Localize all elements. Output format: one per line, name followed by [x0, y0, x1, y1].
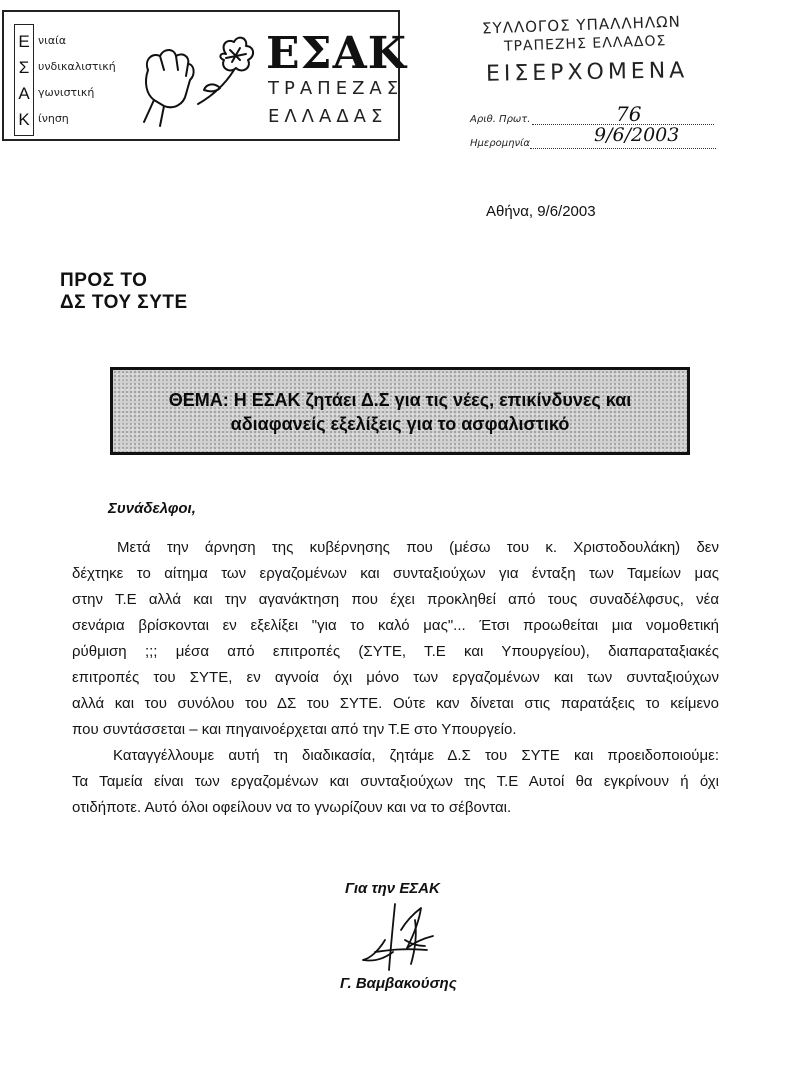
acronym-word: υνδικαλιστική: [38, 60, 116, 73]
paragraph-1-line: δέχτηκε το αίτημα των εργαζομένων και συνταξιούχων για ένταξη των Ταμείων μας: [72, 565, 719, 582]
signer-name: Γ. Βαμβακούσης: [340, 975, 457, 992]
logo-wordmark: ΕΣΑΚ: [266, 28, 408, 79]
closing-line: Για την ΕΣΑΚ: [345, 880, 440, 897]
subject-line-1: ΘΕΜΑ: Η ΕΣΑΚ ζητάει Δ.Σ για τις νέες, επικίνδυνες και: [168, 390, 632, 410]
logo-subtitle-greece: ΕΛΛΑΔΑΣ: [268, 106, 388, 127]
paragraph-1-line: στην Τ.Ε αλλά και την αγανάκτηση που έχει προκληθεί από τους συναδέλφσυς, νέα: [72, 591, 719, 608]
paragraph-1-line: ρύθμιση ;;; μέσα από επιτροπές (ΣΥΤΕ, Τ.Ε και Υπουργείου), διαπαραταξιακές: [72, 643, 719, 660]
acronym-column: [14, 24, 34, 136]
acronym-letter: Α: [18, 84, 30, 103]
stamp-date-rule: [530, 148, 716, 149]
acronym-letter: Ε: [18, 32, 30, 51]
paragraph-1-line: Μετά την άρνηση της κυβέρνησης που (μέσω του κ. Χριστοδουλάκη) δεν: [117, 539, 719, 556]
paragraph-2-line: οτιδήποτε. Αυτό όλοι οφείλουν να το γνωρίζουν και να το σέβονται.: [72, 799, 512, 816]
recipient-line-2: ΔΣ ΤΟΥ ΣΥΤΕ: [60, 292, 188, 313]
stamp-incoming-label: ΕΙΣΕΡΧΟΜΕΝΑ: [485, 58, 689, 87]
stamp-date-label: Ημερομηνία: [470, 138, 531, 149]
acronym-word: γωνιστική: [38, 86, 95, 99]
stamp-protocol-number: 76: [616, 102, 642, 126]
incoming-stamp: [470, 12, 720, 156]
fist-and-carnation-logo-icon: [134, 30, 264, 130]
greeting: Συνάδελφοι,: [108, 500, 196, 517]
subject-box: [110, 367, 690, 455]
letter-date: Αθήνα, 9/6/2003: [486, 203, 596, 220]
logo-subtitle-bank: ΤΡΑΠΕΖΑΣ: [268, 78, 404, 99]
acronym-word: ίνηση: [38, 112, 69, 125]
paragraph-1-line: αλλά και του συνόλου του ΔΣ του ΣΥΤΕ. Ούτε καν δίνεται στις παρατάξεις το κείμενο: [72, 695, 719, 712]
stamp-org-line-1: ΣΥΛΛΟΓΟΣ ΥΠΑΛΛΗΛΩΝ: [481, 12, 682, 38]
paragraph-1-line: σενάρια βρίσκονται εν εξελίξει "για το καλό μας"... Έτσι προωθείται μια νομοθετική: [72, 617, 719, 634]
paragraph-2-line: Τα Ταμεία είναι των εργαζομένων και συνταξιούχων της Τ.Ε Αυτοί θα εγκρίνουν ή όχι: [72, 773, 719, 790]
acronym-word: νιαία: [38, 34, 67, 47]
paragraph-1-line: επιτροπές του ΣΥΤΕ, εν αγνοία όχι μόνο των εργαζομένων και των συνταξιούχων: [72, 669, 719, 686]
recipient-line-1: ΠΡΟΣ ΤΟ: [60, 270, 148, 291]
stamp-date-value: 9/6/2003: [594, 124, 680, 146]
stamp-org-line-2: ΤΡΑΠΕΖΗΣ ΕΛΛΑΔΟΣ: [503, 33, 667, 55]
handwritten-signature-icon: [355, 900, 445, 980]
subject-line-2: αδιαφανείς εξελίξεις για το ασφαλιστικό: [230, 414, 570, 434]
letterhead-box: [2, 10, 408, 141]
paragraph-1-line: που συντάσσεται – και πηγαινοέρχεται από την Τ.Ε στο Υπουργείο.: [72, 721, 517, 738]
stamp-protocol-label: Αριθ. Πρωτ.: [470, 114, 531, 125]
paragraph-2-line: Καταγγέλλουμε αυτή τη διαδικασία, ζητάμε Δ.Σ του ΣΥΤΕ και προειδοποιούμε:: [113, 747, 719, 764]
acronym-letter: Σ: [18, 58, 30, 77]
acronym-letter: Κ: [18, 110, 30, 129]
